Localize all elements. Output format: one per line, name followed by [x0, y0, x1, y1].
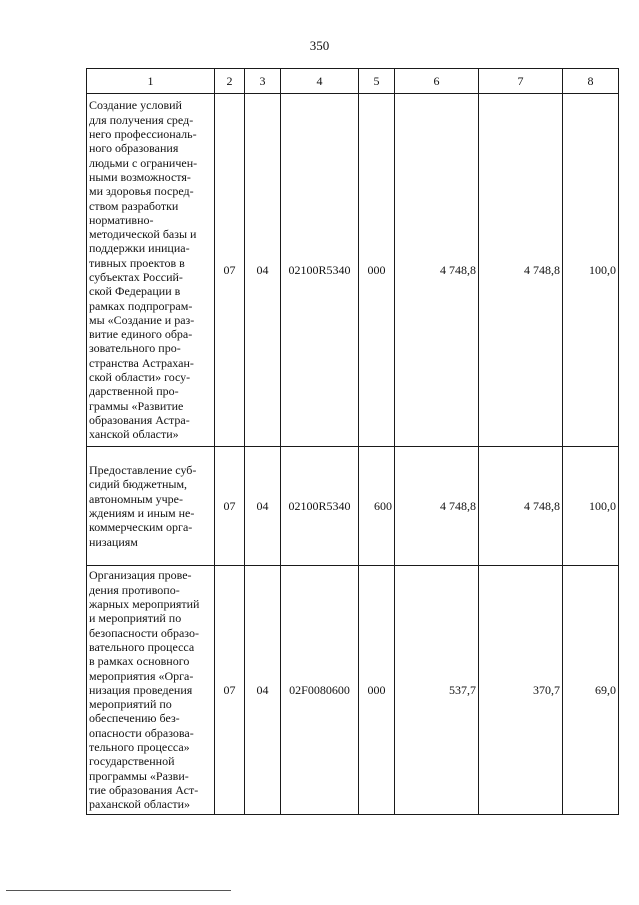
- target-item-code: 02100R5340: [281, 94, 359, 447]
- section-code: 07: [215, 447, 245, 566]
- description-line: мероприятия «Орга-: [89, 668, 194, 683]
- execution-percent: 100,0: [563, 94, 619, 447]
- description-line: людьми с ограничен-: [89, 155, 198, 170]
- description-line: ством разработки: [89, 198, 179, 213]
- header-col-3: 3: [245, 69, 281, 94]
- description-line: сидий бюджетным,: [89, 477, 188, 492]
- section-code: 07: [215, 94, 245, 447]
- description-line: Создание условий: [89, 98, 182, 113]
- page-number: 350: [309, 38, 330, 53]
- description-line: дарственной про-: [89, 384, 179, 399]
- description-line: Организация прове-: [89, 568, 192, 583]
- description-line: рамках подпрограм-: [89, 298, 193, 313]
- description-line: вательного процесса: [89, 639, 195, 654]
- header-col-6: 6: [395, 69, 479, 94]
- description-line: низациям: [89, 534, 138, 549]
- table-row: [87, 94, 619, 447]
- footer-divider: [6, 890, 231, 891]
- description-line: ными возможностя-: [89, 169, 191, 184]
- description-line: государственной: [89, 754, 175, 769]
- planned-amount: 4 748,8: [395, 94, 479, 447]
- header-col-5: 5: [359, 69, 395, 94]
- header-col-8: 8: [563, 69, 619, 94]
- description-line: раханской области»: [89, 797, 190, 812]
- header-col-7: 7: [479, 69, 563, 94]
- description-line: странства Астрахан-: [89, 355, 194, 370]
- description-line: ного образования: [89, 141, 179, 156]
- header-col-4: 4: [281, 69, 359, 94]
- planned-amount: 537,7: [395, 566, 479, 815]
- expense-type-code: 000: [359, 94, 395, 447]
- description-line: тие образования Аст-: [89, 782, 199, 797]
- execution-percent: 69,0: [563, 566, 619, 815]
- description-line: зовательного про-: [89, 341, 181, 356]
- description-line: автономным учре-: [89, 491, 184, 506]
- description-line: ской Федерации в: [89, 284, 181, 299]
- description-line: ждениям и иным не-: [89, 506, 195, 520]
- description-line: мероприятий по: [89, 697, 172, 712]
- description-line: ханской области»: [89, 427, 179, 442]
- row-description: [87, 447, 215, 566]
- description-line: нормативно-: [89, 212, 154, 227]
- execution-percent: 100,0: [563, 447, 619, 566]
- description-line: методической базы и: [89, 227, 197, 242]
- description-line: мы «Создание и раз-: [89, 312, 195, 327]
- table-row: [87, 447, 619, 566]
- planned-amount: 4 748,8: [395, 447, 479, 566]
- description-line: безопасности образо-: [89, 625, 199, 640]
- description-line: него профессиональ-: [89, 127, 197, 142]
- section-code: 07: [215, 566, 245, 815]
- description-line: обеспечению без-: [89, 711, 180, 726]
- description-line: ми здоровья посред-: [89, 184, 194, 199]
- actual-amount: 4 748,8: [479, 94, 563, 447]
- description-line: ской области» госу-: [89, 370, 191, 385]
- description-line: поддержки инициа-: [89, 241, 190, 256]
- target-item-code: 02100R5340: [281, 447, 359, 566]
- description-line: для получения сред-: [89, 112, 194, 127]
- budget-table: [86, 68, 619, 815]
- actual-amount: 370,7: [479, 566, 563, 815]
- header-col-2: 2: [215, 69, 245, 94]
- row-description: [87, 94, 215, 447]
- table-row: [87, 566, 619, 815]
- subsection-code: 04: [245, 447, 281, 566]
- description-line: граммы «Развитие: [89, 398, 184, 413]
- description-line: субъектах Россий-: [89, 270, 183, 284]
- target-item-code: 02F0080600: [281, 566, 359, 815]
- description-line: коммерческим орга-: [89, 520, 193, 535]
- description-line: опасности образова-: [89, 725, 194, 740]
- header-col-1: 1: [87, 69, 215, 94]
- subsection-code: 04: [245, 94, 281, 447]
- description-line: тивных проектов в: [89, 255, 185, 270]
- description-line: в рамках основного: [89, 654, 190, 669]
- description-line: образования Астра-: [89, 412, 190, 427]
- row-description: [87, 566, 215, 815]
- description-line: дения противопо-: [89, 582, 180, 597]
- description-line: Предоставление суб-: [89, 463, 197, 478]
- description-line: программы «Разви-: [89, 768, 189, 783]
- description-line: и мероприятий по: [89, 611, 182, 626]
- actual-amount: 4 748,8: [479, 447, 563, 566]
- description-line: витие единого обра-: [89, 327, 193, 342]
- description-line: низация проведения: [89, 682, 193, 697]
- expense-type-code: 600: [359, 447, 395, 566]
- description-line: тельного процесса»: [89, 740, 190, 755]
- expense-type-code: 000: [359, 566, 395, 815]
- subsection-code: 04: [245, 566, 281, 815]
- header-row: [87, 69, 619, 94]
- description-line: жарных мероприятий: [89, 597, 200, 612]
